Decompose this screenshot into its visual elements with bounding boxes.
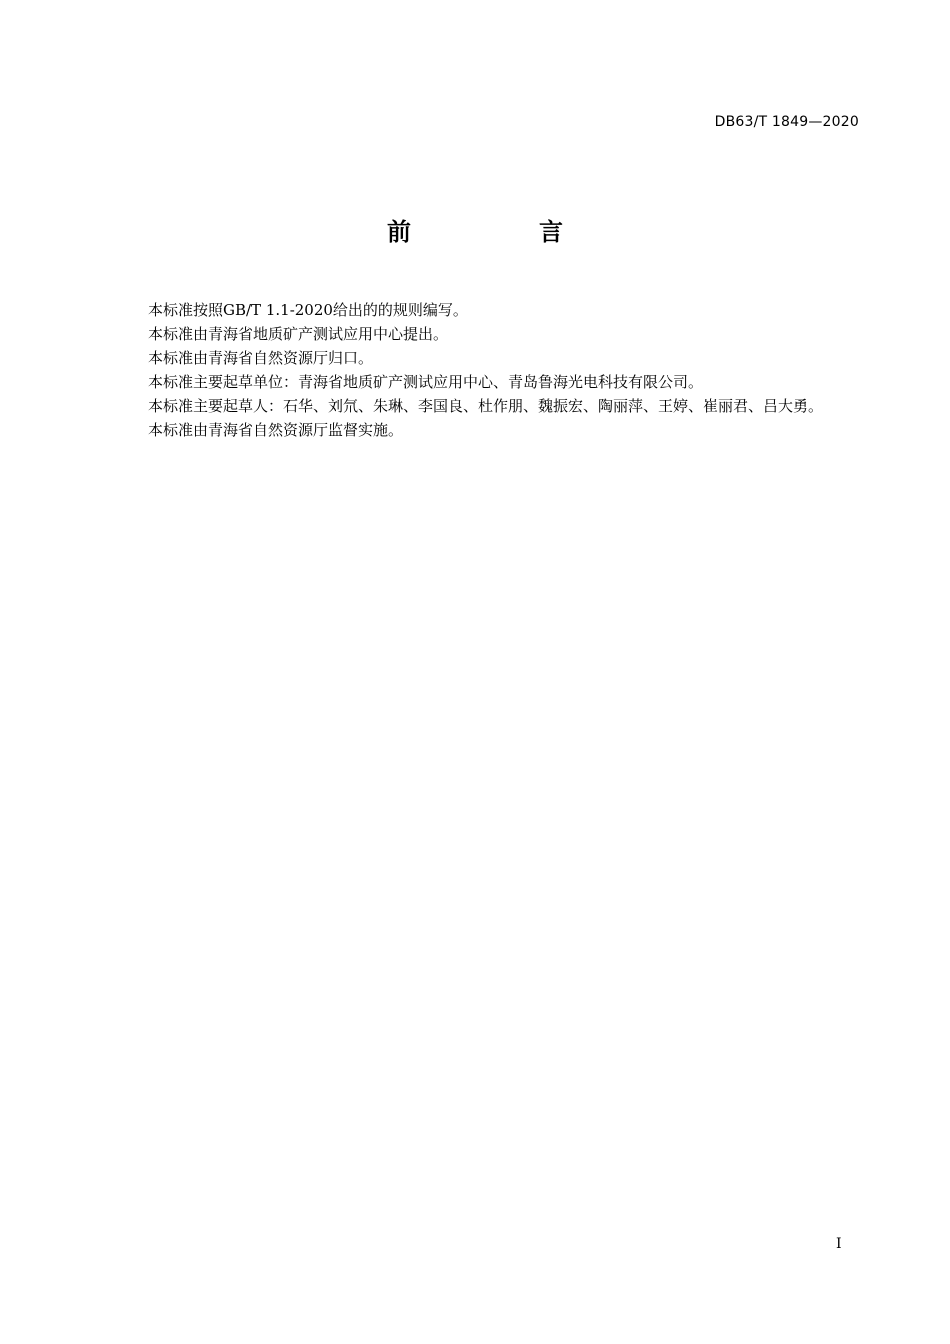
page-title: 前 言 [387, 218, 615, 246]
page-number: I [836, 1236, 842, 1252]
paragraph-centralized-unit: 本标准由青海省自然资源厅归口。 [148, 349, 374, 367]
paragraph-drafters: 本标准主要起草人：石华、刘氘、朱琳、李国良、杜作朋、魏振宏、陶丽萍、王婷、崔丽君、吕大勇。 [148, 397, 824, 415]
paragraph-proposer: 本标准由青海省地质矿产测试应用中心提出。 [148, 325, 449, 343]
paragraph-supervision: 本标准由青海省自然资源厅监督实施。 [148, 421, 404, 439]
foreword-body [114, 298, 862, 442]
paragraph-drafting-units: 本标准主要起草单位：青海省地质矿产测试应用中心、青岛鲁海光电科技有限公司。 [148, 373, 704, 391]
document-code: DB63/T 1849—2020 [714, 114, 859, 130]
paragraph-drafting-rules: 本标准按照GB/T 1.1-2020给出的的规则编写。 [148, 301, 468, 319]
